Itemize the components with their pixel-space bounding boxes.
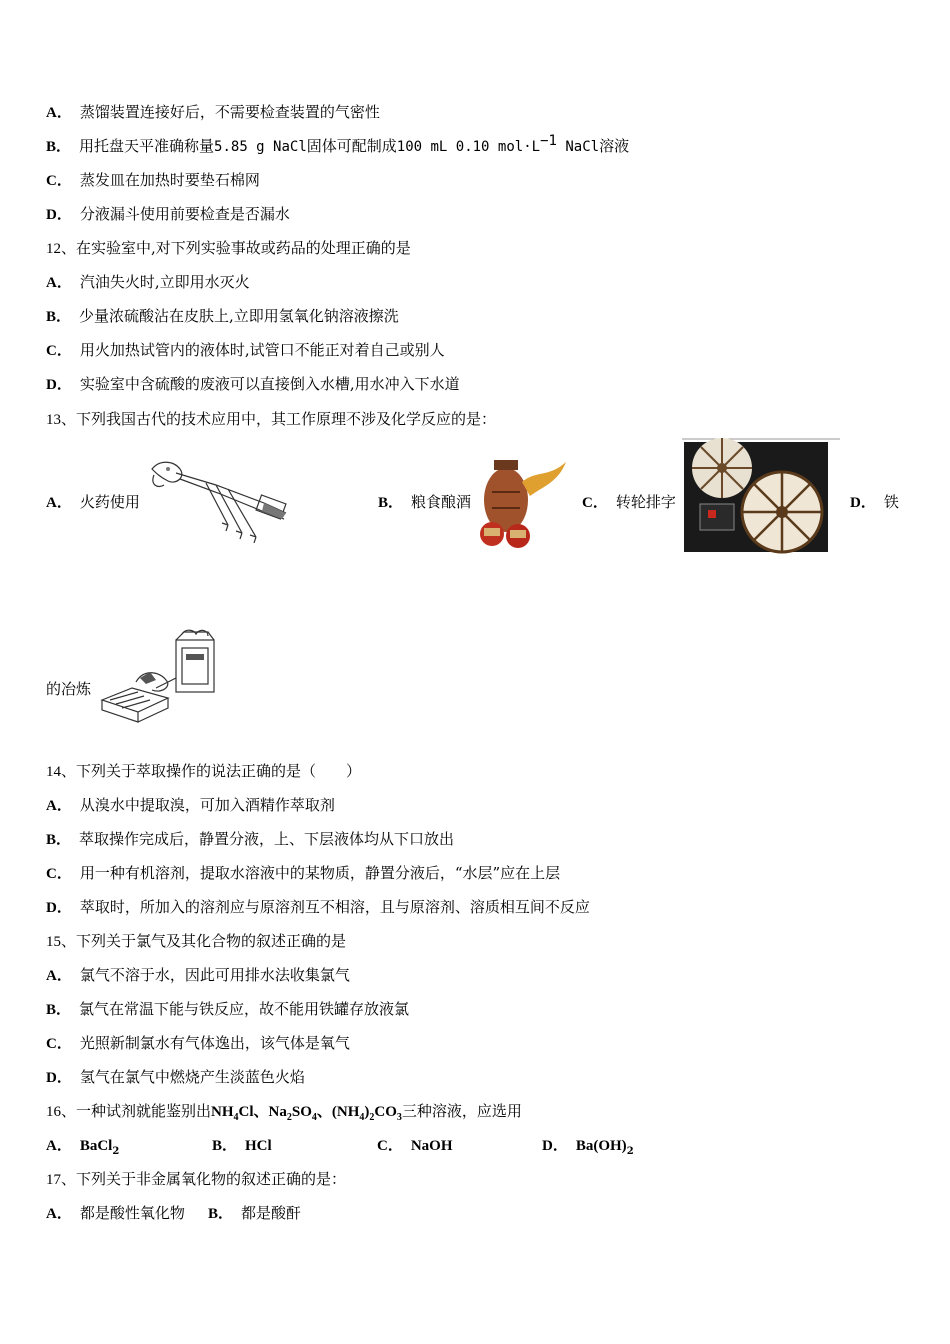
q12-stem: 12、在实验室中,对下列实验事故或药品的处理正确的是 (46, 239, 411, 257)
q13-option-c: C． 转轮排字 (582, 493, 676, 511)
gunpowder-rocket-illustration (146, 455, 296, 543)
q15-option-b: B． 氯气在常温下能与铁反应，故不能用铁罐存放液氯 (46, 1000, 410, 1018)
q17-option-b: B． 都是酸酐 (208, 1204, 302, 1222)
q15-option-d: D． 氢气在氯气中燃烧产生淡蓝色火焰 (46, 1068, 305, 1086)
q16-stem: 16、一种试剂就能鉴别出$NH_4Cl$、$Na_2SO_4$、$(NH_4)_2CO_3$三种溶液，应选用 (46, 1102, 522, 1123)
q15-option-a: A． 氯气不溶于水，因此可用排水法收集氯气 (46, 966, 350, 984)
q14-option-a: A． 从溴水中提取溴，可加入酒精作萃取剂 (46, 796, 335, 814)
q16-option-d: D． $Ba(OH)_2$ (542, 1138, 634, 1157)
q15-stem: 15、下列关于氯气及其化合物的叙述正确的是 (46, 932, 347, 950)
q14-option-b: B． 萃取操作完成后，静置分液，上、下层液体均从下口放出 (46, 830, 455, 848)
q14-stem: 14、下列关于萃取操作的说法正确的是（ ） (46, 762, 362, 780)
q12-option-b: B． 少量浓硫酸沾在皮肤上,立即用氢氧化钠溶液擦洗 (46, 307, 399, 325)
q13-option-d-continued: 的冶炼 (46, 680, 92, 698)
q12-option-d: D． 实验室中含硫酸的废液可以直接倒入水槽,用水冲入下水道 (46, 375, 460, 393)
q12-option-a: A． 汽油失火时,立即用水灭火 (46, 273, 250, 291)
q17-stem: 17、下列关于非金属氧化物的叙述正确的是： (46, 1170, 347, 1188)
iron-smelting-illustration (96, 628, 220, 724)
q13-stem: 13、下列我国古代的技术应用中，其工作原理不涉及化学反应的是： (46, 410, 497, 428)
q11-option-d: D． 分液漏斗使用前要检查是否漏水 (46, 205, 290, 223)
wine-jars-illustration (478, 452, 572, 550)
q17-option-a: A． 都是酸性氧化物 (46, 1204, 185, 1222)
q16-substances: $NH_4Cl$、$Na_2SO_4$、$(NH_4)_2CO_3$ (211, 1104, 402, 1123)
q15-option-c: C． 光照新制氯水有气体逸出，该气体是氧气 (46, 1034, 350, 1052)
q16-option-b: B． HCl (212, 1138, 272, 1154)
rotating-type-wheel-photo (682, 438, 840, 554)
q16-option-c: C． NaOH (377, 1138, 453, 1154)
q14-option-d: D． 萃取时，所加入的溶剂应与原溶剂互不相溶，且与原溶剂、溶质相互间不反应 (46, 898, 590, 916)
q11-option-a: A． 蒸馏装置连接好后，不需要检查装置的气密性 (46, 103, 380, 121)
q13-option-b: B． 粮食酿酒 (378, 493, 472, 511)
q14-option-c: C． 用一种有机溶剂，提取水溶液中的某物质，静置分液后，“水层”应在上层 (46, 864, 561, 882)
q13-option-a: A． 火药使用 (46, 493, 140, 511)
q11-option-c: C． 蒸发皿在加热时要垫石棉网 (46, 171, 260, 189)
q11-option-b: B． 用托盘天平准确称量5.85 g NaCl固体可配制成100 mL 0.10 $mol\cdot L^{-1}$ NaCl溶液 (46, 133, 630, 155)
q12-option-c: C． 用火加热试管内的液体时,试管口不能正对着自己或别人 (46, 341, 445, 359)
q16-option-a: A． BaCl$_2$ (46, 1138, 120, 1157)
q13-option-d: D． 铁 (850, 493, 899, 511)
